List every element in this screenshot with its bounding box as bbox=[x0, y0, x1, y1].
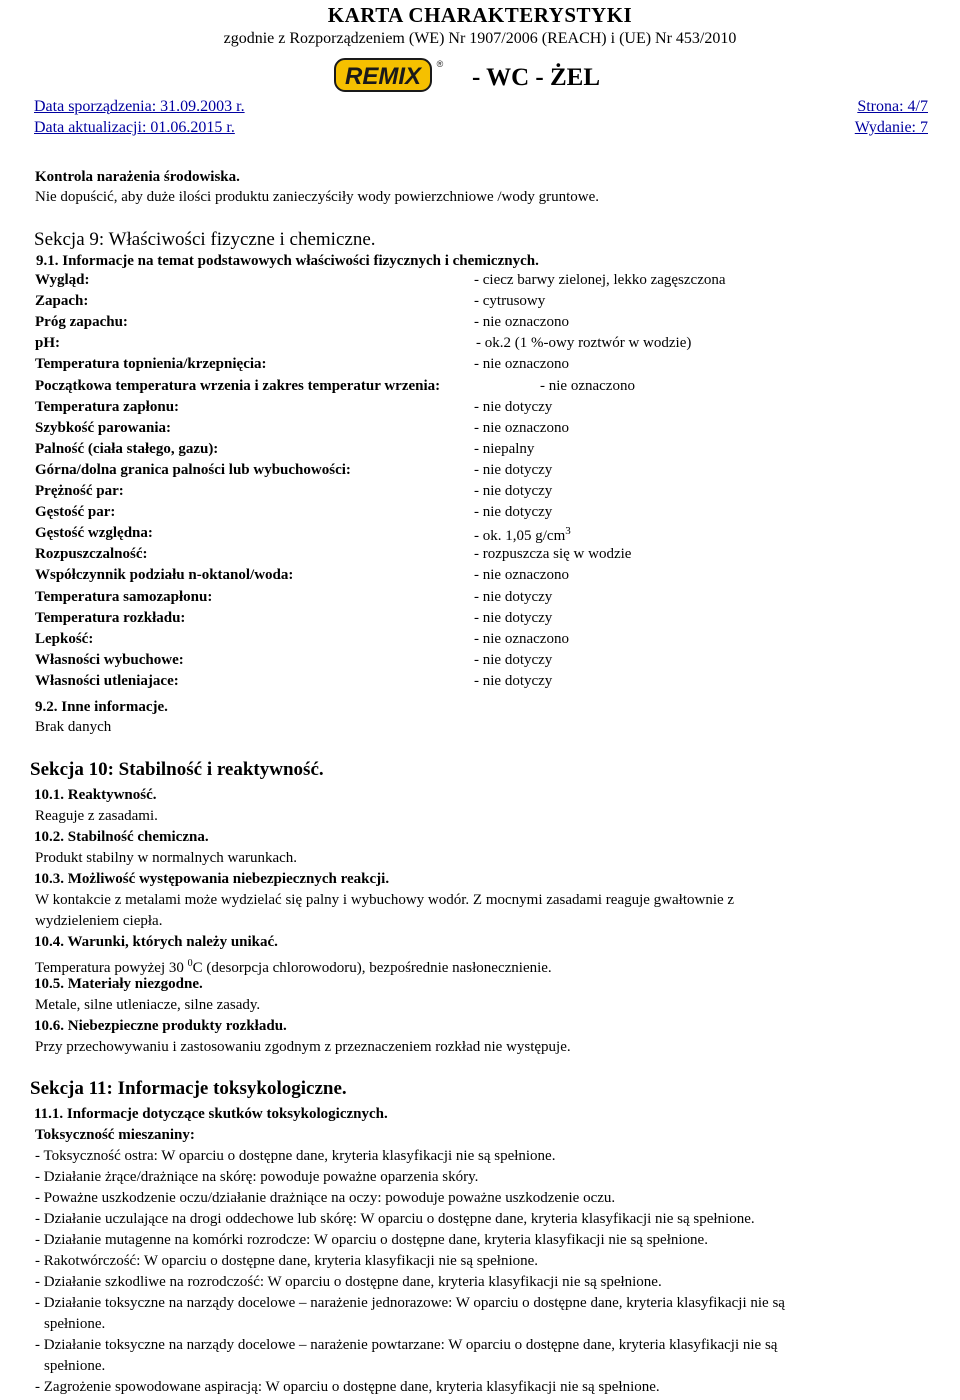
tox-line: - Rakotwórczość: W oparciu o dostępne dane, kryteria klasyfikacji nie są spełnione. bbox=[35, 1253, 539, 1269]
remix-logo-icon bbox=[334, 57, 446, 93]
property-row bbox=[0, 652, 960, 673]
property-value: - nie oznaczono bbox=[474, 314, 569, 331]
property-value: - nie oznaczono bbox=[474, 419, 569, 436]
section-11-1-title: 11.1. Informacje dotyczące skutków toksykologicznych. bbox=[34, 1106, 388, 1122]
tox-line: - Działanie mutagenne na komórki rozrodcze: W oparciu o dostępne dane, kryteria klasyfikacji nie są spełnione. bbox=[35, 1232, 708, 1248]
header-row-1 bbox=[34, 98, 928, 118]
section-10-3-text-cont: wydzieleniem ciepła. bbox=[35, 913, 163, 929]
property-value: - nie oznaczono bbox=[474, 630, 569, 647]
property-name: Temperatura samozapłonu: bbox=[35, 588, 213, 605]
product-name: - WC - ŻEL bbox=[472, 64, 601, 91]
property-name: Próg zapachu: bbox=[35, 314, 128, 331]
section-10-1-text: Reaguje z zasadami. bbox=[35, 808, 158, 824]
section-10-4-title: 10.4. Warunki, których należy unikać. bbox=[34, 934, 278, 950]
property-row bbox=[0, 314, 960, 335]
property-row bbox=[0, 399, 960, 420]
remix-logo bbox=[334, 57, 446, 93]
edition: Wydanie: 7 bbox=[854, 119, 928, 136]
section-10-3-title: 10.3. Możliwość występowania niebezpiecznych reakcji. bbox=[34, 871, 390, 887]
tox-line: - Działanie szkodliwe na rozrodczość: W oparciu o dostępne dane, kryteria klasyfikacji nie są spełnione. bbox=[35, 1274, 662, 1290]
svg-text:®: ® bbox=[436, 59, 444, 69]
section-9-1-title: 9.1. Informacje na temat podstawowych właściwości fizycznych i chemicznych. bbox=[36, 253, 539, 269]
property-name: pH: bbox=[35, 335, 61, 352]
property-row bbox=[0, 610, 960, 631]
property-name: Górna/dolna granica palności lub wybuchowości: bbox=[35, 461, 351, 478]
property-row bbox=[0, 356, 960, 377]
property-value: - nie dotyczy bbox=[474, 651, 553, 668]
property-name: Rozpuszczalność: bbox=[35, 546, 148, 563]
section-10-4-text: Temperatura powyżej 30 $^0$C (desorpcja chlorowodoru), bezpośrednie nasłonecznienie. bbox=[35, 958, 552, 976]
regulation-line: zgodnie z Rozporządzeniem (WE) Nr 1907/2006 (REACH) i (UE) Nr 453/2010 bbox=[223, 30, 737, 47]
property-row bbox=[0, 272, 960, 293]
property-value: - niepalny bbox=[474, 440, 535, 457]
property-row bbox=[0, 335, 960, 356]
svg-text:REMIX: REMIX bbox=[344, 63, 422, 90]
section-9-2-title: 9.2. Inne informacje. bbox=[35, 699, 168, 715]
property-value: - nie dotyczy bbox=[474, 609, 553, 626]
tox-line-cont: spełnione. bbox=[44, 1316, 106, 1332]
section-11-title: Sekcja 11: Informacje toksykologiczne. bbox=[30, 1078, 347, 1099]
property-name: Szybkość parowania: bbox=[35, 419, 171, 436]
section-10-3-text: W kontakcie z metalami może wydzielać się palny i wybuchowy wodór. Z mocnymi zasadami reaguje gwałtownie z bbox=[35, 892, 735, 908]
property-value: - nie dotyczy bbox=[474, 398, 553, 415]
tox-line: - Działanie toksyczne na narządy docelowe – narażenie jednorazowe: W oparciu o dostępne dane, kryteria klasyfikacji nie są bbox=[35, 1295, 785, 1311]
page-number: Strona: 4/7 bbox=[857, 98, 928, 115]
property-value: - ciecz barwy zielonej, lekko zagęszczona bbox=[474, 272, 726, 288]
property-row bbox=[0, 589, 960, 610]
property-name: Lepkość: bbox=[35, 630, 94, 647]
tox-line: - Poważne uszkodzenie oczu/działanie drażniące na oczy: powoduje poważne uszkodzenie oczu. bbox=[35, 1190, 616, 1206]
property-value: - nie oznaczono bbox=[540, 377, 635, 394]
property-row bbox=[0, 378, 960, 399]
property-row bbox=[0, 462, 960, 483]
property-name: Własności wybuchowe: bbox=[35, 651, 184, 668]
property-value: - ok. 1,05 $g/cm^3$ bbox=[474, 525, 571, 545]
property-row bbox=[0, 483, 960, 504]
property-name: Palność (ciała stałego, gazu): bbox=[35, 440, 219, 457]
property-value: - nie dotyczy bbox=[474, 672, 553, 689]
property-row bbox=[0, 441, 960, 462]
section-10-title: Sekcja 10: Stabilność i reaktywność. bbox=[30, 759, 324, 780]
property-row bbox=[0, 673, 960, 694]
property-row bbox=[0, 525, 960, 546]
section-10-1-title: 10.1. Reaktywność. bbox=[34, 787, 157, 803]
property-row bbox=[0, 504, 960, 525]
property-name: Temperatura zapłonu: bbox=[35, 398, 180, 415]
property-value-superscript: 3 bbox=[565, 525, 571, 538]
section-9-2-text: Brak danych bbox=[35, 719, 112, 735]
property-value: - nie oznaczono bbox=[474, 567, 569, 584]
section-10-5-text: Metale, silne utleniacze, silne zasady. bbox=[35, 997, 261, 1013]
creation-date: Data sporządzenia: 31.09.2003 r. bbox=[34, 98, 245, 115]
section-10-6-text: Przy przechowywaniu i zastosowaniu zgodnym z przeznaczeniem rozkład nie występuje. bbox=[35, 1039, 571, 1055]
tox-line-cont: spełnione. bbox=[44, 1358, 106, 1374]
property-value: - rozpuszcza się w wodzie bbox=[474, 546, 632, 563]
property-value: - ok.2 (1 %-owy roztwór w wodzie) bbox=[476, 335, 692, 352]
property-name: Własności utleniajace: bbox=[35, 672, 179, 689]
header-row-2 bbox=[34, 119, 928, 139]
property-value: - cytrusowy bbox=[474, 293, 546, 310]
property-name: Początkowa temperatura wrzenia i zakres temperatur wrzenia: bbox=[35, 377, 441, 394]
property-value: - nie dotyczy bbox=[474, 504, 553, 521]
property-name: Współczynnik podziału n-oktanol/woda: bbox=[35, 567, 294, 584]
property-name: Temperatura rozkładu: bbox=[35, 609, 186, 626]
property-name: Temperatura topnienia/krzepnięcia: bbox=[35, 356, 267, 373]
property-name: Gęstość par: bbox=[35, 504, 116, 521]
section-10-2-text: Produkt stabilny w normalnych warunkach. bbox=[35, 850, 298, 866]
document-title: KARTA CHARAKTERYSTYKI bbox=[327, 3, 633, 27]
tox-line: - Działanie żrące/drażniące na skórę: powoduje poważne oparzenia skóry. bbox=[35, 1169, 479, 1185]
tox-line: - Zagrożenie spowodowane aspiracją: W oparciu o dostępne dane, kryteria klasyfikacji nie są spełnione. bbox=[35, 1379, 660, 1395]
tox-line: - Toksyczność ostra: W oparciu o dostępne dane, kryteria klasyfikacji nie są spełnione. bbox=[35, 1148, 556, 1164]
section-10-2-title: 10.2. Stabilność chemiczna. bbox=[34, 829, 209, 845]
property-value: - nie dotyczy bbox=[474, 588, 553, 605]
section-10-5-title: 10.5. Materiały niezgodne. bbox=[34, 976, 203, 992]
property-row bbox=[0, 546, 960, 567]
update-date: Data aktualizacji: 01.06.2015 r. bbox=[34, 119, 235, 136]
property-name: Wygląd: bbox=[35, 272, 90, 288]
property-value: - nie dotyczy bbox=[474, 483, 553, 499]
property-name: Gęstość względna: bbox=[35, 525, 153, 542]
property-name: Zapach: bbox=[35, 293, 89, 310]
mixture-toxicity-title: Toksyczność mieszaniny: bbox=[35, 1127, 195, 1143]
section-10-6-title: 10.6. Niebezpieczne produkty rozkładu. bbox=[34, 1018, 287, 1034]
tox-line: - Działanie toksyczne na narządy docelowe – narażenie powtarzane: W oparciu o dostępne dane, kryteria klasyfikacji nie są bbox=[35, 1337, 778, 1353]
property-row bbox=[0, 420, 960, 441]
property-value: - nie dotyczy bbox=[474, 461, 553, 478]
property-value: - nie oznaczono bbox=[474, 356, 569, 373]
property-row bbox=[0, 567, 960, 588]
property-row bbox=[0, 293, 960, 314]
tox-line: - Działanie uczulające na drogi oddechowe lub skórę: W oparciu o dostępne dane, kryteria klasyfikacji nie są spełnione. bbox=[35, 1211, 755, 1227]
property-row bbox=[0, 631, 960, 652]
property-name: Prężność par: bbox=[35, 483, 124, 499]
env-text: Nie dopuścić, aby duże ilości produktu zanieczyściły wody powierzchniowe /wody gruntowe. bbox=[35, 189, 600, 205]
env-title: Kontrola narażenia środowiska. bbox=[35, 169, 240, 185]
section-9-title: Sekcja 9: Właściwości fizyczne i chemiczne. bbox=[34, 229, 376, 250]
